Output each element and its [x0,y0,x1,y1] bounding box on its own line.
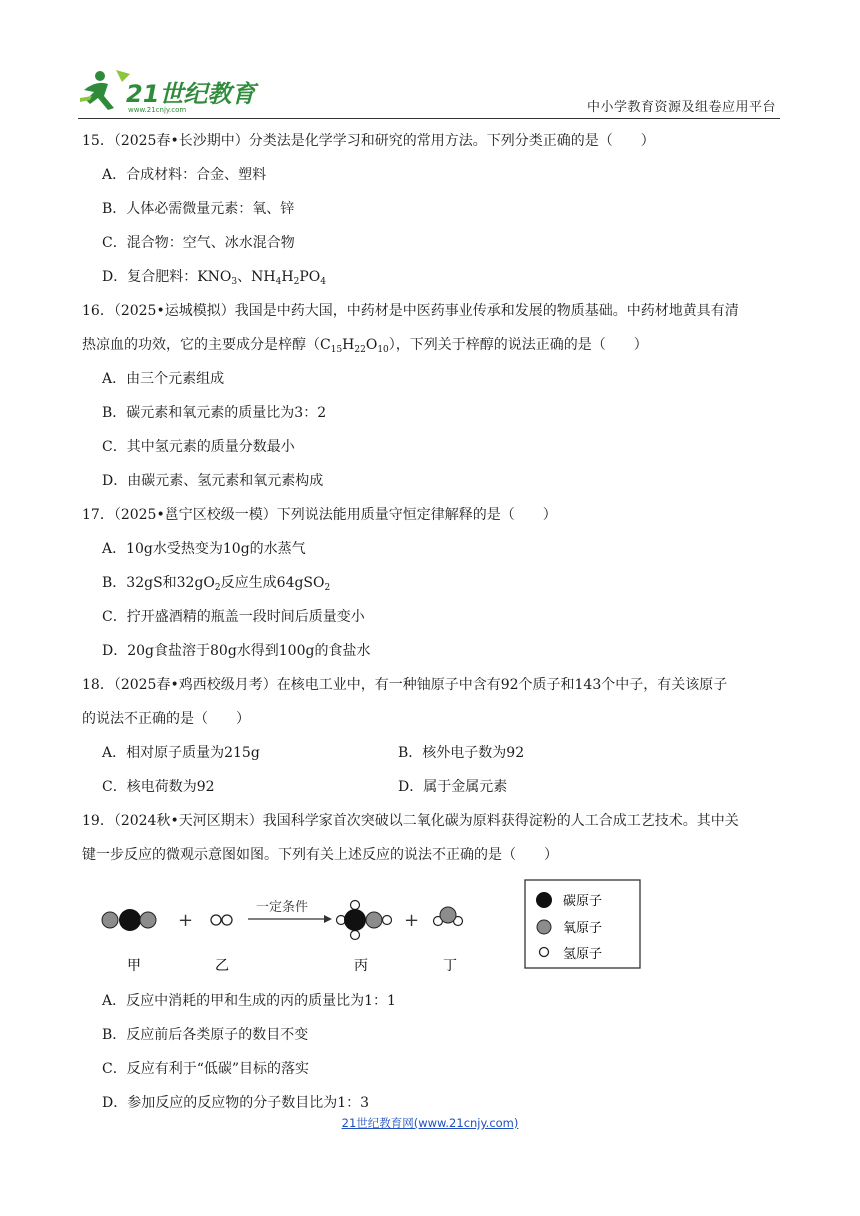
molecule-ding [434,907,463,926]
legend-carbon-swatch [536,892,552,908]
question-stem: 17．（2025•邕宁区校级一模）下列说法能用质量守恒定律解释的是（ ） [82,507,557,523]
question-stem: 19．（2024秋•天河区期末）我国科学家首次突破以二氧化碳为原料获得淀粉的人工合成工艺技术。其中关 [82,813,739,829]
option-a: A．相对原子质量为215g [102,745,260,761]
option-a: A．合成材料：合金、塑料 [102,167,267,183]
plus-sign: + [178,910,194,931]
option-d: D．复合肥料：$KNO_3$、$NH_4H_2PO_4$ [102,269,326,287]
question-stem: 18．（2025春•鸡西校级月考）在核电工业中，有一种铀原子中含有92个质子和143个中子，有关该原子 [82,677,728,693]
label-ding: 丁 [443,958,457,974]
option-row [82,770,782,804]
option-d: D．由碳元素、氢元素和氧元素构成 [102,473,324,489]
label-jia: 甲 [127,958,141,974]
question-stem-cont: 键一步反应的微观示意图如图。下列有关上述反应的说法不正确的是（ ） [82,847,558,863]
option-a: A．由三个元素组成 [102,371,225,387]
page-header [78,64,780,122]
legend-carbon: 碳原子 [563,894,603,909]
label-yi: 乙 [215,958,229,974]
reaction-condition: 一定条件 [256,900,309,915]
option-c: C．拧开盛酒精的瓶盖一段时间后质量变小 [102,609,365,625]
label-bing: 丙 [354,958,368,974]
option-c: C．其中氢元素的质量分数最小 [102,439,295,455]
question-stem-cont: 热凉血的功效，它的主要成分是梓醇$(C_{15}H_{22}O_{10})$，下列关于梓醇的说法正确的是（ ） [82,337,648,355]
question-15 [82,124,782,294]
molecule-bing [337,901,392,940]
question-17 [82,498,782,668]
reaction-diagram [82,874,782,984]
header-divider [78,118,780,119]
question-18 [82,668,782,804]
footer-link[interactable]: 21世纪教育网(www.21cnjy.com) [341,1116,519,1130]
option-d: D．属于金属元素 [398,779,508,795]
page-footer [0,1112,860,1131]
question-stem: 16．（2025•运城模拟）我国是中药大国，中药材是中医药事业传承和发展的物质基础。中药材地黄具有清 [82,303,739,319]
question-16 [82,294,782,498]
legend-oxygen-swatch [537,920,551,934]
option-d: D．参加反应的反应物的分子数目比为1：3 [102,1095,370,1111]
option-a: A．10g水受热变为10g的水蒸气 [102,541,306,557]
logo [78,68,268,114]
question-stem: 15．（2025春•长沙期中）分类法是化学学习和研究的常用方法。下列分类正确的是（ ） [82,133,655,149]
question-19 [82,804,782,1120]
option-b: B．反应前后各类原子的数目不变 [102,1027,309,1043]
option-b: B．人体必需微量元素：氧、锌 [102,201,295,217]
option-row [82,736,782,770]
option-b: B．32gS和$32gO_2$反应生成64gSO$_2$ [102,575,331,593]
molecule-jia [102,909,156,931]
option-b: B．碳元素和氧元素的质量比为3：2 [102,405,327,421]
platform-name: 中小学教育资源及组卷应用平台 [586,100,776,115]
legend-oxygen: 氧原子 [563,921,603,936]
option-d: D．20g食盐溶于80g水得到100g的食盐水 [102,643,371,659]
reaction-arrow [248,915,332,923]
plus-sign: + [404,910,420,931]
legend-hydrogen: 氢原子 [563,947,603,962]
molecule-yi [211,915,232,925]
question-stem-cont: 的说法不正确的是（ ） [82,711,250,727]
logo-url: www.21cnjy.com [128,106,187,114]
option-c: C．反应有利于“低碳”目标的落实 [102,1061,310,1077]
option-a: A．反应中消耗的甲和生成的丙的质量比为1：1 [102,993,396,1009]
logo-text: 21世纪教育 [126,80,256,108]
legend-hydrogen-swatch [540,948,549,957]
option-b: B．核外电子数为92 [398,745,525,761]
legend [525,880,640,968]
question-list [82,124,782,1120]
reaction-svg [82,874,782,984]
option-c: C．混合物：空气、冰水混合物 [102,235,295,251]
option-c: C．核电荷数为92 [102,779,215,795]
runner-icon [80,70,130,110]
